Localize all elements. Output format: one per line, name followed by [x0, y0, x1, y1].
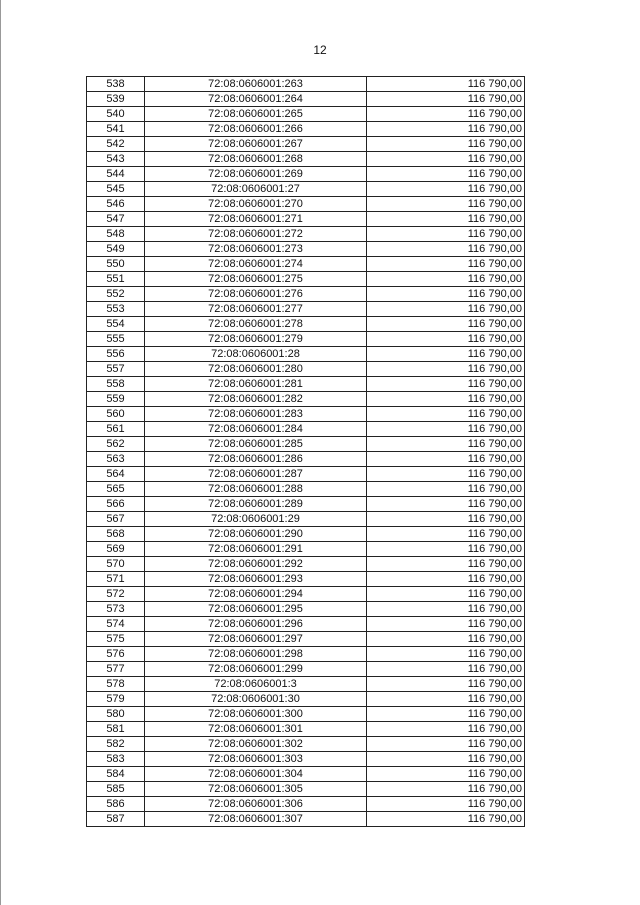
cadastral-number-cell: 72:08:0606001:273 — [145, 242, 367, 257]
cadastral-number-cell: 72:08:0606001:276 — [145, 287, 367, 302]
cadastral-number-cell: 72:08:0606001:293 — [145, 572, 367, 587]
table-row — [87, 182, 525, 197]
value-cell: 116 790,00 — [367, 647, 525, 662]
row-number-cell: 557 — [87, 362, 145, 377]
cadastral-number-cell: 72:08:0606001:286 — [145, 452, 367, 467]
value-cell: 116 790,00 — [367, 182, 525, 197]
value-cell: 116 790,00 — [367, 122, 525, 137]
value-cell: 116 790,00 — [367, 407, 525, 422]
row-number-cell: 574 — [87, 617, 145, 632]
value-cell: 116 790,00 — [367, 587, 525, 602]
value-cell: 116 790,00 — [367, 602, 525, 617]
cadastral-number-cell: 72:08:0606001:272 — [145, 227, 367, 242]
table-row — [87, 272, 525, 287]
row-number-cell: 545 — [87, 182, 145, 197]
cadastral-number-cell: 72:08:0606001:283 — [145, 407, 367, 422]
table-row — [87, 92, 525, 107]
cadastral-number-cell: 72:08:0606001:282 — [145, 392, 367, 407]
cadastral-number-cell: 72:08:0606001:28 — [145, 347, 367, 362]
table-row — [87, 122, 525, 137]
table-row — [87, 527, 525, 542]
cadastral-number-cell: 72:08:0606001:279 — [145, 332, 367, 347]
value-cell: 116 790,00 — [367, 752, 525, 767]
row-number-cell: 563 — [87, 452, 145, 467]
cadastral-number-cell: 72:08:0606001:291 — [145, 542, 367, 557]
row-number-cell: 556 — [87, 347, 145, 362]
table-row — [87, 542, 525, 557]
row-number-cell: 572 — [87, 587, 145, 602]
row-number-cell: 583 — [87, 752, 145, 767]
row-number-cell: 578 — [87, 677, 145, 692]
row-number-cell: 561 — [87, 422, 145, 437]
row-number-cell: 548 — [87, 227, 145, 242]
row-number-cell: 581 — [87, 722, 145, 737]
cadastral-number-cell: 72:08:0606001:306 — [145, 797, 367, 812]
table-row — [87, 197, 525, 212]
value-cell: 116 790,00 — [367, 452, 525, 467]
cadastral-number-cell: 72:08:0606001:274 — [145, 257, 367, 272]
cadastral-number-cell: 72:08:0606001:265 — [145, 107, 367, 122]
row-number-cell: 540 — [87, 107, 145, 122]
value-cell: 116 790,00 — [367, 737, 525, 752]
row-number-cell: 554 — [87, 317, 145, 332]
cadastral-number-cell: 72:08:0606001:264 — [145, 92, 367, 107]
value-cell: 116 790,00 — [367, 347, 525, 362]
value-cell: 116 790,00 — [367, 542, 525, 557]
value-cell: 116 790,00 — [367, 782, 525, 797]
table-row — [87, 287, 525, 302]
cadastral-number-cell: 72:08:0606001:30 — [145, 692, 367, 707]
table-row — [87, 347, 525, 362]
table-body — [87, 77, 525, 827]
value-cell: 116 790,00 — [367, 227, 525, 242]
cadastral-number-cell: 72:08:0606001:305 — [145, 782, 367, 797]
row-number-cell: 582 — [87, 737, 145, 752]
table-row — [87, 392, 525, 407]
row-number-cell: 559 — [87, 392, 145, 407]
cadastral-number-cell: 72:08:0606001:301 — [145, 722, 367, 737]
table-row — [87, 152, 525, 167]
value-cell: 116 790,00 — [367, 242, 525, 257]
value-cell: 116 790,00 — [367, 497, 525, 512]
table-row — [87, 737, 525, 752]
row-number-cell: 564 — [87, 467, 145, 482]
value-cell: 116 790,00 — [367, 77, 525, 92]
cadastral-number-cell: 72:08:0606001:278 — [145, 317, 367, 332]
cadastral-number-cell: 72:08:0606001:3 — [145, 677, 367, 692]
table-row — [87, 77, 525, 92]
row-number-cell: 573 — [87, 602, 145, 617]
table-row — [87, 437, 525, 452]
table-row — [87, 482, 525, 497]
value-cell: 116 790,00 — [367, 197, 525, 212]
table-row — [87, 467, 525, 482]
table-row — [87, 782, 525, 797]
table-row — [87, 677, 525, 692]
row-number-cell: 584 — [87, 767, 145, 782]
value-cell: 116 790,00 — [367, 377, 525, 392]
table-row — [87, 692, 525, 707]
row-number-cell: 587 — [87, 812, 145, 827]
row-number-cell: 550 — [87, 257, 145, 272]
value-cell: 116 790,00 — [367, 707, 525, 722]
row-number-cell: 569 — [87, 542, 145, 557]
table-row — [87, 137, 525, 152]
value-cell: 116 790,00 — [367, 257, 525, 272]
table-row — [87, 422, 525, 437]
cadastral-number-cell: 72:08:0606001:269 — [145, 167, 367, 182]
row-number-cell: 555 — [87, 332, 145, 347]
table-row — [87, 242, 525, 257]
row-number-cell: 568 — [87, 527, 145, 542]
cadastral-number-cell: 72:08:0606001:281 — [145, 377, 367, 392]
value-cell: 116 790,00 — [367, 152, 525, 167]
row-number-cell: 547 — [87, 212, 145, 227]
table-row — [87, 212, 525, 227]
value-cell: 116 790,00 — [367, 767, 525, 782]
table-row — [87, 572, 525, 587]
row-number-cell: 542 — [87, 137, 145, 152]
cadastral-number-cell: 72:08:0606001:263 — [145, 77, 367, 92]
value-cell: 116 790,00 — [367, 662, 525, 677]
table-row — [87, 722, 525, 737]
value-cell: 116 790,00 — [367, 332, 525, 347]
value-cell: 116 790,00 — [367, 302, 525, 317]
value-cell: 116 790,00 — [367, 287, 525, 302]
row-number-cell: 567 — [87, 512, 145, 527]
table-row — [87, 227, 525, 242]
value-cell: 116 790,00 — [367, 617, 525, 632]
value-cell: 116 790,00 — [367, 137, 525, 152]
row-number-cell: 570 — [87, 557, 145, 572]
value-cell: 116 790,00 — [367, 557, 525, 572]
row-number-cell: 553 — [87, 302, 145, 317]
row-number-cell: 544 — [87, 167, 145, 182]
cadastral-number-cell: 72:08:0606001:290 — [145, 527, 367, 542]
row-number-cell: 565 — [87, 482, 145, 497]
value-cell: 116 790,00 — [367, 362, 525, 377]
row-number-cell: 566 — [87, 497, 145, 512]
table-row — [87, 377, 525, 392]
row-number-cell: 551 — [87, 272, 145, 287]
value-cell: 116 790,00 — [367, 572, 525, 587]
table-row — [87, 647, 525, 662]
cadastral-number-cell: 72:08:0606001:280 — [145, 362, 367, 377]
cadastral-number-cell: 72:08:0606001:277 — [145, 302, 367, 317]
cadastral-number-cell: 72:08:0606001:302 — [145, 737, 367, 752]
table-row — [87, 662, 525, 677]
table-row — [87, 452, 525, 467]
value-cell: 116 790,00 — [367, 482, 525, 497]
value-cell: 116 790,00 — [367, 107, 525, 122]
table-row — [87, 332, 525, 347]
cadastral-number-cell: 72:08:0606001:300 — [145, 707, 367, 722]
table-row — [87, 797, 525, 812]
row-number-cell: 558 — [87, 377, 145, 392]
table-row — [87, 812, 525, 827]
row-number-cell: 571 — [87, 572, 145, 587]
row-number-cell: 586 — [87, 797, 145, 812]
value-cell: 116 790,00 — [367, 437, 525, 452]
cadastral-number-cell: 72:08:0606001:268 — [145, 152, 367, 167]
cadastral-number-cell: 72:08:0606001:298 — [145, 647, 367, 662]
row-number-cell: 580 — [87, 707, 145, 722]
table-row — [87, 767, 525, 782]
cadastral-number-cell: 72:08:0606001:284 — [145, 422, 367, 437]
cadastral-number-cell: 72:08:0606001:271 — [145, 212, 367, 227]
table-row — [87, 707, 525, 722]
cadastral-number-cell: 72:08:0606001:27 — [145, 182, 367, 197]
scan-edge-line — [0, 0, 1, 905]
row-number-cell: 546 — [87, 197, 145, 212]
row-number-cell: 541 — [87, 122, 145, 137]
value-cell: 116 790,00 — [367, 422, 525, 437]
value-cell: 116 790,00 — [367, 692, 525, 707]
row-number-cell: 575 — [87, 632, 145, 647]
table-row — [87, 632, 525, 647]
table-row — [87, 602, 525, 617]
value-cell: 116 790,00 — [367, 722, 525, 737]
value-cell: 116 790,00 — [367, 92, 525, 107]
cadastral-number-cell: 72:08:0606001:299 — [145, 662, 367, 677]
table-row — [87, 407, 525, 422]
cadastral-number-cell: 72:08:0606001:285 — [145, 437, 367, 452]
value-cell: 116 790,00 — [367, 272, 525, 287]
cadastral-table — [86, 76, 525, 827]
table-row — [87, 617, 525, 632]
cadastral-number-cell: 72:08:0606001:295 — [145, 602, 367, 617]
cadastral-number-cell: 72:08:0606001:267 — [145, 137, 367, 152]
value-cell: 116 790,00 — [367, 167, 525, 182]
cadastral-number-cell: 72:08:0606001:297 — [145, 632, 367, 647]
table-row — [87, 587, 525, 602]
value-cell: 116 790,00 — [367, 677, 525, 692]
row-number-cell: 539 — [87, 92, 145, 107]
row-number-cell: 579 — [87, 692, 145, 707]
row-number-cell: 549 — [87, 242, 145, 257]
row-number-cell: 585 — [87, 782, 145, 797]
row-number-cell: 576 — [87, 647, 145, 662]
row-number-cell: 560 — [87, 407, 145, 422]
value-cell: 116 790,00 — [367, 392, 525, 407]
value-cell: 116 790,00 — [367, 797, 525, 812]
cadastral-number-cell: 72:08:0606001:287 — [145, 467, 367, 482]
cadastral-number-cell: 72:08:0606001:303 — [145, 752, 367, 767]
cadastral-number-cell: 72:08:0606001:296 — [145, 617, 367, 632]
value-cell: 116 790,00 — [367, 317, 525, 332]
table-row — [87, 512, 525, 527]
value-cell: 116 790,00 — [367, 632, 525, 647]
cadastral-number-cell: 72:08:0606001:29 — [145, 512, 367, 527]
value-cell: 116 790,00 — [367, 527, 525, 542]
table-row — [87, 107, 525, 122]
cadastral-number-cell: 72:08:0606001:275 — [145, 272, 367, 287]
cadastral-number-cell: 72:08:0606001:270 — [145, 197, 367, 212]
table-row — [87, 497, 525, 512]
table-row — [87, 167, 525, 182]
page-number: 12 — [313, 43, 327, 57]
table-row — [87, 317, 525, 332]
cadastral-number-cell: 72:08:0606001:288 — [145, 482, 367, 497]
cadastral-number-cell: 72:08:0606001:294 — [145, 587, 367, 602]
table-row — [87, 302, 525, 317]
value-cell: 116 790,00 — [367, 812, 525, 827]
cadastral-number-cell: 72:08:0606001:304 — [145, 767, 367, 782]
table-row — [87, 257, 525, 272]
row-number-cell: 562 — [87, 437, 145, 452]
cadastral-number-cell: 72:08:0606001:289 — [145, 497, 367, 512]
row-number-cell: 543 — [87, 152, 145, 167]
row-number-cell: 538 — [87, 77, 145, 92]
table-row — [87, 362, 525, 377]
cadastral-number-cell: 72:08:0606001:292 — [145, 557, 367, 572]
value-cell: 116 790,00 — [367, 512, 525, 527]
value-cell: 116 790,00 — [367, 467, 525, 482]
row-number-cell: 577 — [87, 662, 145, 677]
cadastral-number-cell: 72:08:0606001:266 — [145, 122, 367, 137]
table-row — [87, 752, 525, 767]
table-row — [87, 557, 525, 572]
value-cell: 116 790,00 — [367, 212, 525, 227]
cadastral-number-cell: 72:08:0606001:307 — [145, 812, 367, 827]
row-number-cell: 552 — [87, 287, 145, 302]
